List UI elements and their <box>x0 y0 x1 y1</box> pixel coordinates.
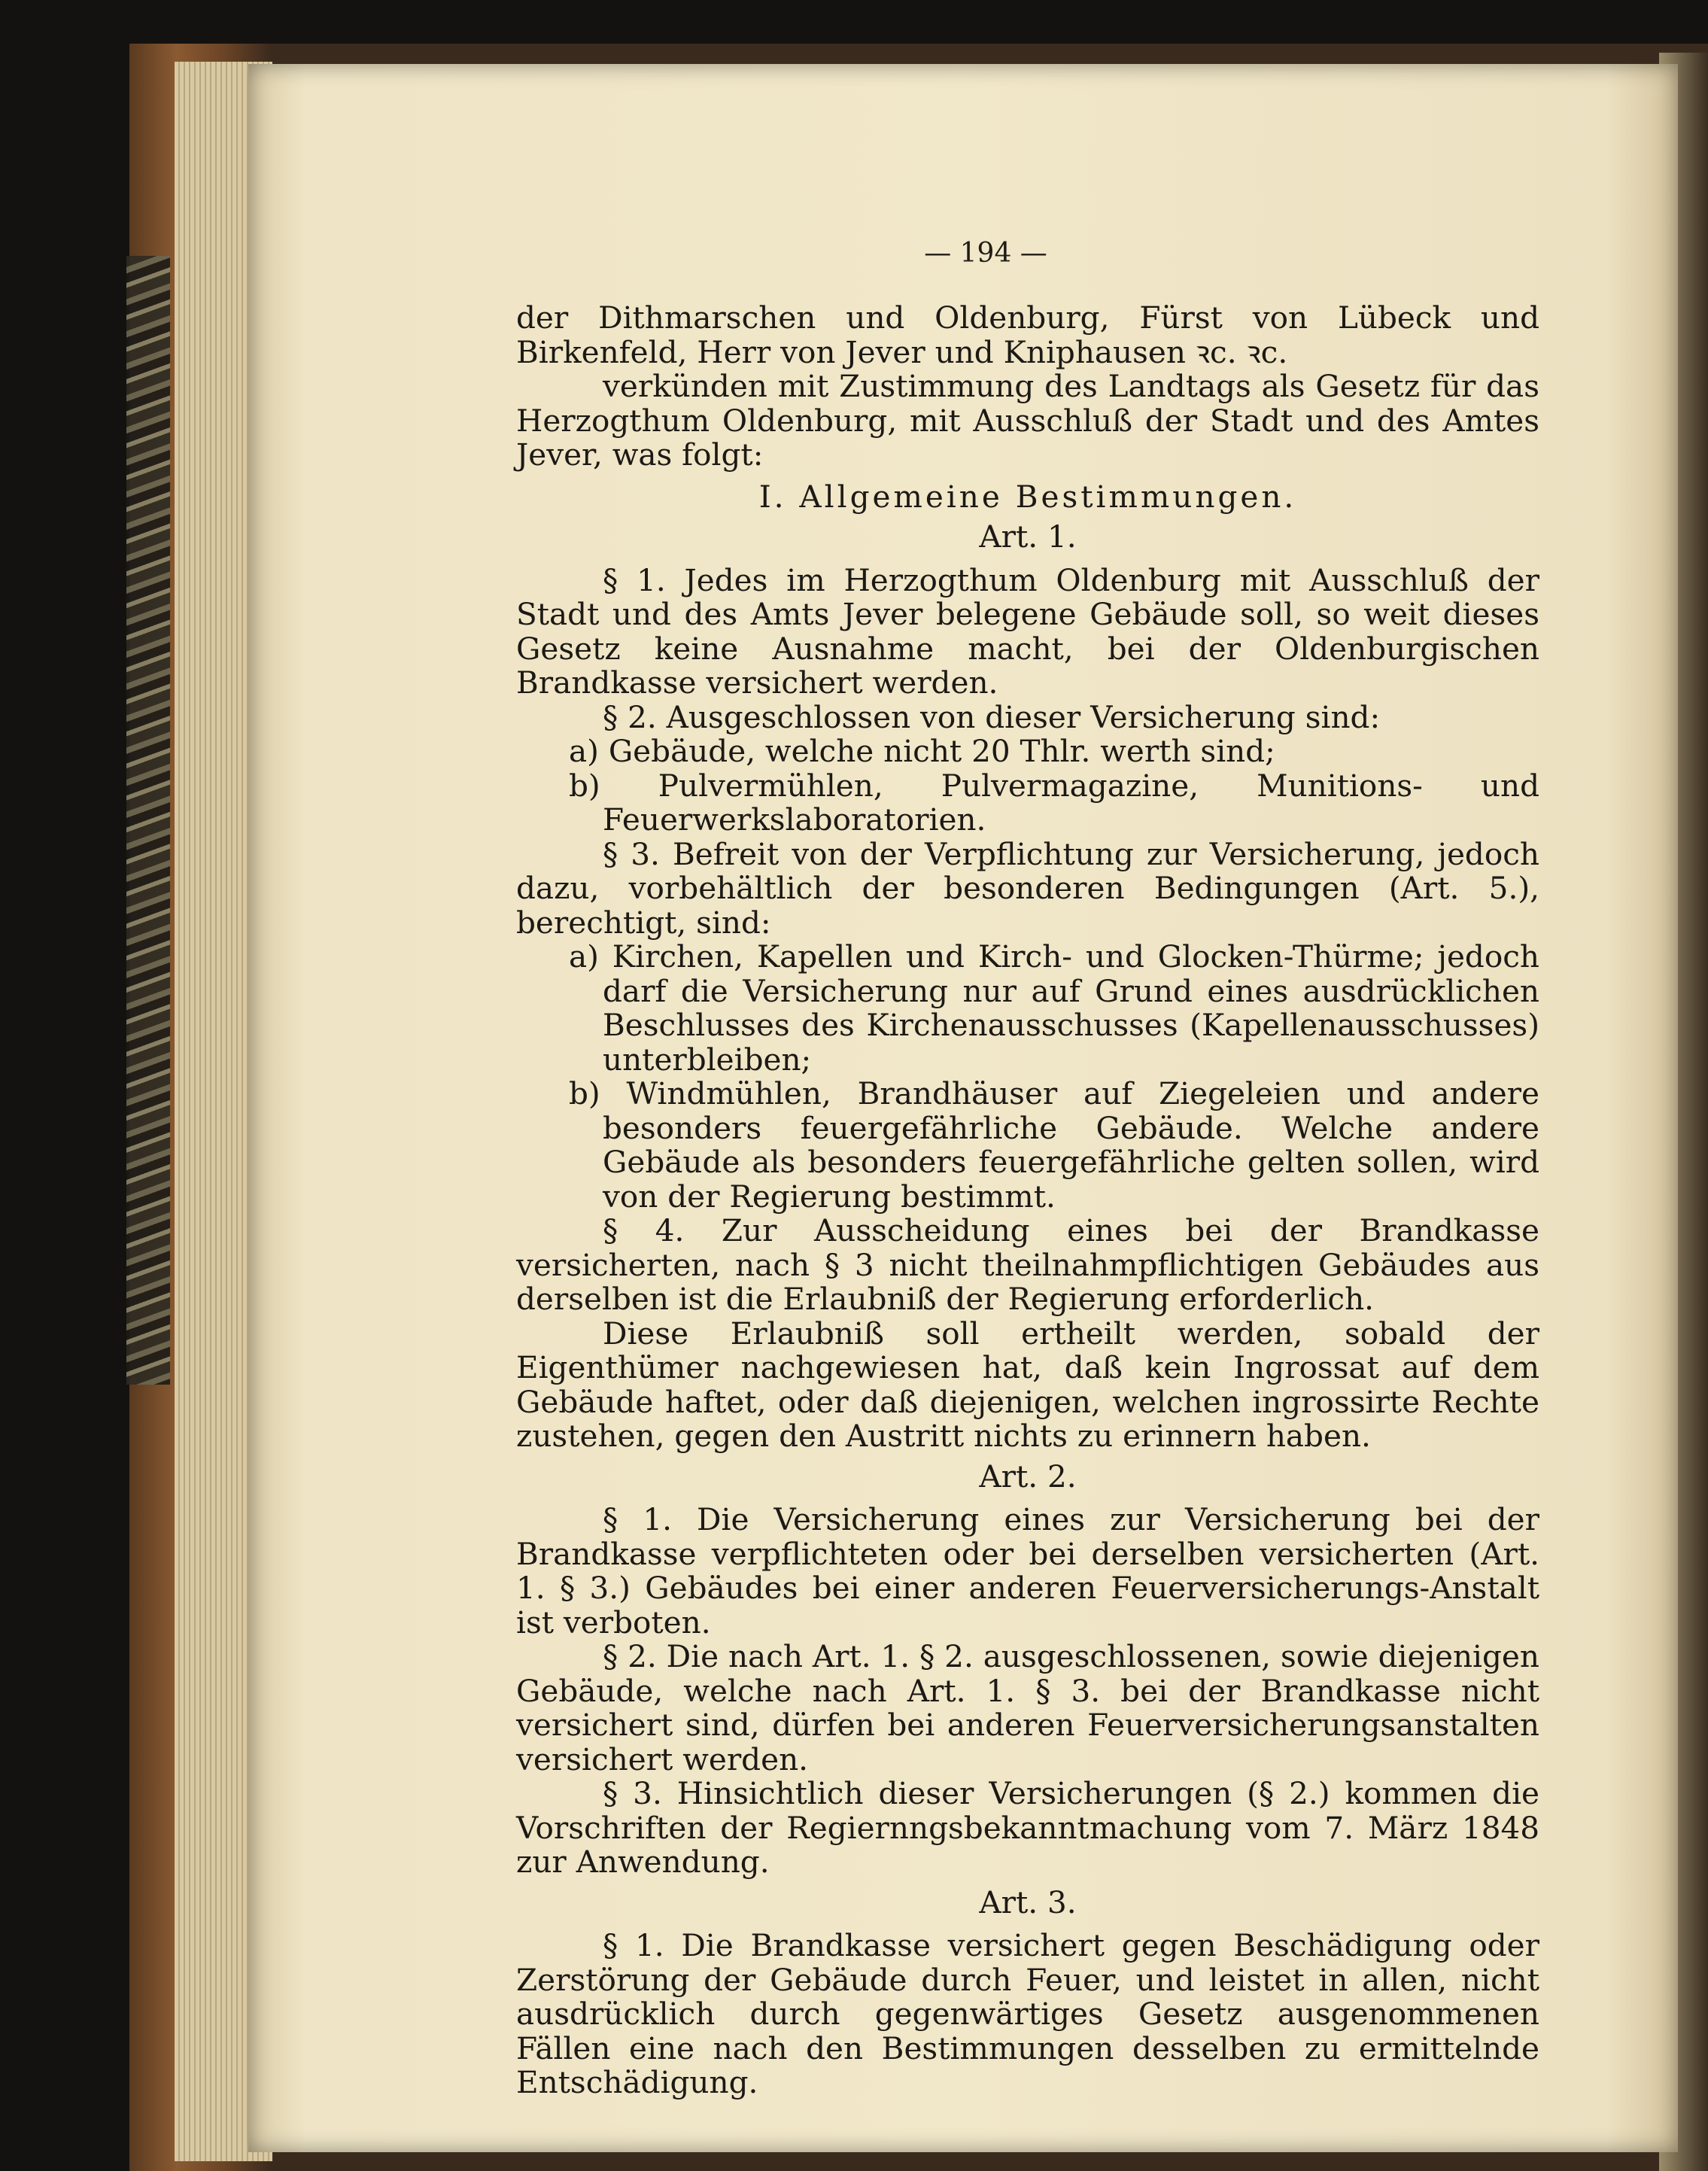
paragraph: § 1. Die Brandkasse versichert gegen Beschädigung oder Zerstörung der Gebäude durch Feuer, und leistet in allen, nicht ausdrücklich durch gegenwärtiges Gesetz ausgenommenen Fällen eine nach den Bestimmungen desselben zu ermittelnde Entschädigung. <box>516 1927 1539 2100</box>
article-heading: Art. 3. <box>979 1884 1077 1920</box>
text-line: der Dithmarschen und Oldenburg, Fürst von Lübeck und Birkenfeld, Herr von Jever und Kniphausen ꝛc. ꝛc. <box>516 300 1539 370</box>
list-item: a) Gebäude, welche nicht 20 Thlr. werth sind; <box>569 733 1275 769</box>
article-heading: Art. 1. <box>979 518 1077 555</box>
page-number: — 194 — <box>924 238 1047 269</box>
list-item: b) Pulvermühlen, Pulvermagazine, Munitions- und Feuerwerkslaboratorien. <box>569 767 1539 838</box>
paragraph: § 4. Zur Ausscheidung eines bei der Brandkasse versicherten, nach § 3 nicht theilnahmpflichtigen Gebäudes aus derselben ist die Erlaubniß der Regierung erforderlich. <box>516 1212 1539 1317</box>
paragraph: § 3. Befreit von der Verpflichtung zur Versicherung, jedoch dazu, vorbehältlich der besonderen Bedingungen (Art. 5.), berechtigt, sind: <box>516 835 1539 941</box>
paragraph: § 1. Jedes im Herzogthum Oldenburg mit Ausschluß der Stadt und des Amts Jever belegene Gebäude soll, so weit dieses Gesetz keine Ausnahme macht, bei der Oldenburgischen Brandkasse versichert werden. <box>516 561 1539 701</box>
paragraph: § 2. Ausgeschlossen von dieser Versicherung sind: <box>603 698 1381 735</box>
list-item: b) Windmühlen, Brandhäuser auf Ziegeleien und andere besonders feuergefährliche Gebäude. Welche andere Gebäude als besonders feuergefährliche gelten sollen, wird von der Regierung bestimmt. <box>569 1075 1539 1215</box>
page-text <box>516 301 1539 2100</box>
paragraph: Diese Erlaubniß soll ertheilt werden, sobald der Eigenthümer nachgewiesen hat, daß kein Ingrossat auf dem Gebäude haftet, oder daß diejenigen, welchen ingrossirte Rechte zustehen, gegen den Austritt nichts zu erinnern haben. <box>516 1315 1539 1454</box>
list-item: a) Kirchen, Kapellen und Kirch- und Glocken-Thürme; jedoch darf die Versicherung nur auf Grund eines ausdrücklichen Beschlusses des Kirchenausschusses (Kapellenausschusses) unterbleiben; <box>569 938 1539 1078</box>
marbled-edge <box>126 256 170 1385</box>
paragraph: § 2. Die nach Art. 1. § 2. ausgeschlossenen, sowie diejenigen Gebäude, welche nach Art. 1. § 3. bei der Brandkasse nicht versichert sind, dürfen bei anderen Feuerversicherungsanstalten versichert werden. <box>516 1638 1539 1777</box>
section-heading: I. Allgemeine Bestimmungen. <box>758 478 1297 515</box>
article-heading: Art. 2. <box>979 1458 1077 1494</box>
paragraph: § 3. Hinsichtlich dieser Versicherungen (§ 2.) kommen die Vorschriften der Regiernngsbekanntmachung vom 7. März 1848 zur Anwendung. <box>516 1775 1539 1880</box>
text-line: verkünden mit Zustimmung des Landtags als Gesetz für das Herzogthum Oldenburg, mit Ausschluß der Stadt und des Amtes Jever, was folgt: <box>516 368 1539 473</box>
paragraph: § 1. Die Versicherung eines zur Versicherung bei der Brandkasse verpflichteten oder bei derselben versicherten (Art. 1. § 3.) Gebäudes bei einer anderen Feuerversicherungs-Anstalt ist verboten. <box>516 1501 1539 1640</box>
